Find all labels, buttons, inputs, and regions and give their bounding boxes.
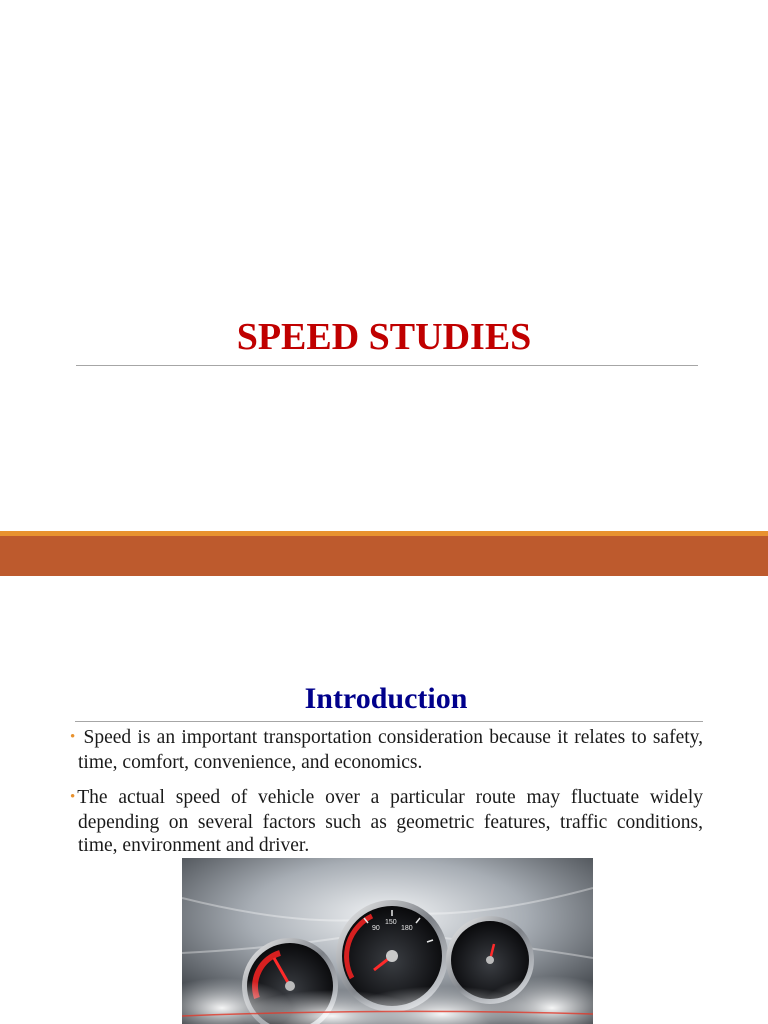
bullet-text: Speed is an important transportation consideration because it relates to safety, time, comfort, convenience, and economics.: [78, 727, 703, 773]
bullet-icon: •: [70, 729, 76, 745]
title-divider: [76, 365, 698, 366]
bullet-list: [70, 726, 703, 869]
speedometer-photo: [182, 858, 593, 1024]
section-heading: Introduction: [304, 682, 468, 715]
gauge-label-150: 150: [385, 919, 397, 926]
bullet-text: The actual speed of vehicle over a particular route may fluctuate widely depending on several factors such as geometric features, traffic conditions, time, environment and driver.: [77, 787, 703, 856]
list-item: [70, 726, 703, 774]
slide-title: SPEED STUDIES: [236, 316, 532, 358]
gauge-label-90: 90: [372, 925, 380, 932]
list-item: [70, 786, 703, 857]
gauge-label-180: 180: [401, 925, 413, 932]
heading-divider: [75, 721, 703, 722]
slide-separator-band: [0, 536, 768, 576]
bullet-icon: •: [70, 789, 76, 805]
